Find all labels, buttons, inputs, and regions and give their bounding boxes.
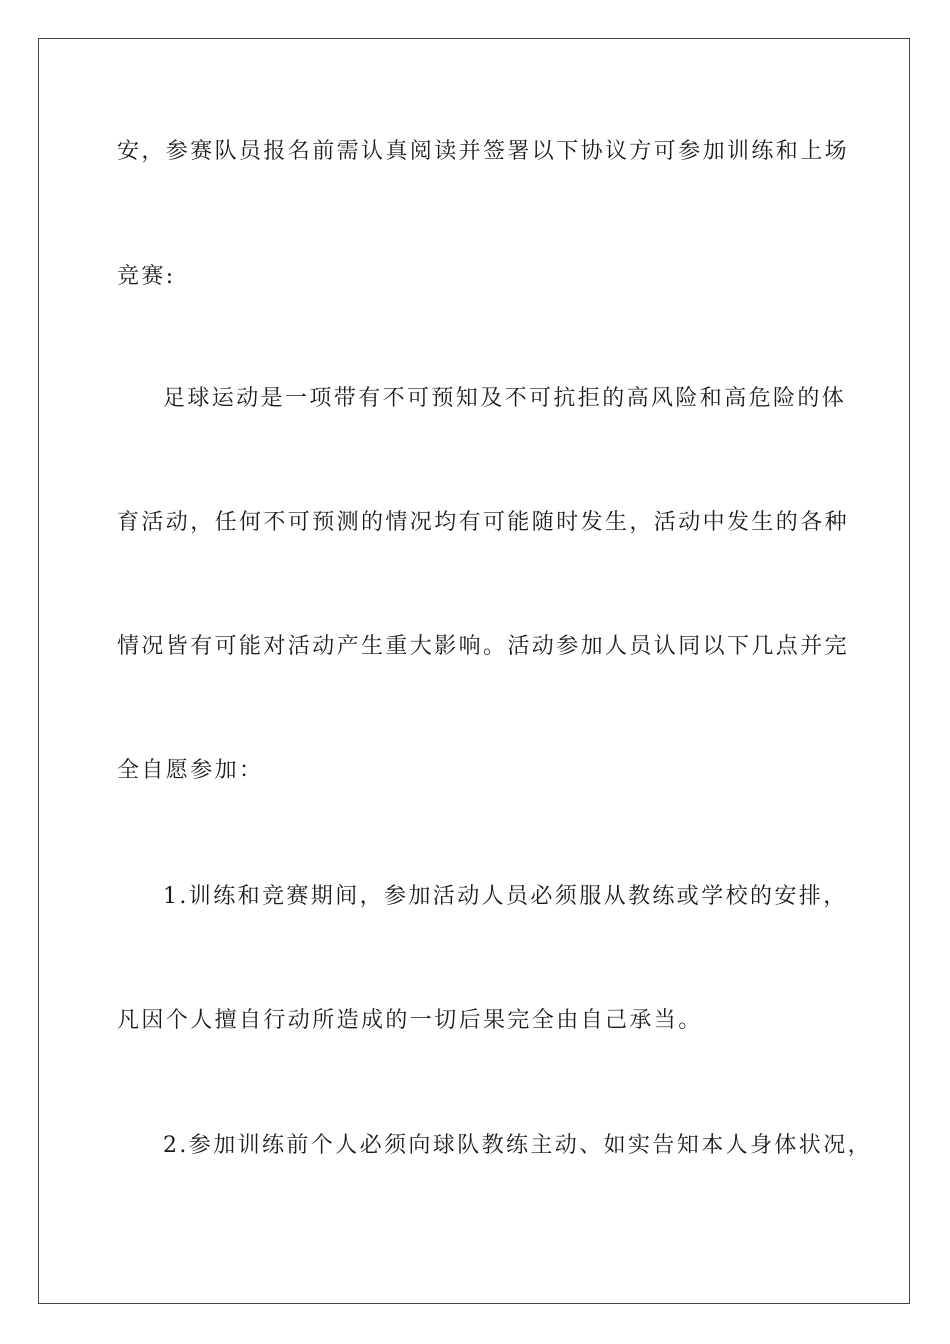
text-line: 育活动，任何不可预测的情况均有可能随时发生，活动中发生的各种 bbox=[117, 510, 850, 535]
text-line: 安，参赛队员报名前需认真阅读并签署以下协议方可参加训练和上场 bbox=[117, 139, 850, 164]
list-item-1-line: 1.训练和竞赛期间，参加活动人员必须服从教练或学校的安排， bbox=[163, 884, 848, 909]
list-item-2-line: 2.参加训练前个人必须向球队教练主动、如实告知本人身体状况， bbox=[163, 1133, 872, 1158]
text-line: 竞赛: bbox=[117, 264, 176, 289]
text-line: 情况皆有可能对活动产生重大影响。活动参加人员认同以下几点并完 bbox=[117, 634, 850, 659]
text-line: 凡因个人擅自行动所造成的一切后果完全由自己承当。 bbox=[117, 1008, 703, 1033]
page-frame bbox=[38, 38, 910, 1304]
text-line: 全自愿参加： bbox=[117, 758, 264, 783]
paragraph-start-line: 足球运动是一项带有不可预知及不可抗拒的高风险和高危险的体 bbox=[163, 386, 847, 411]
